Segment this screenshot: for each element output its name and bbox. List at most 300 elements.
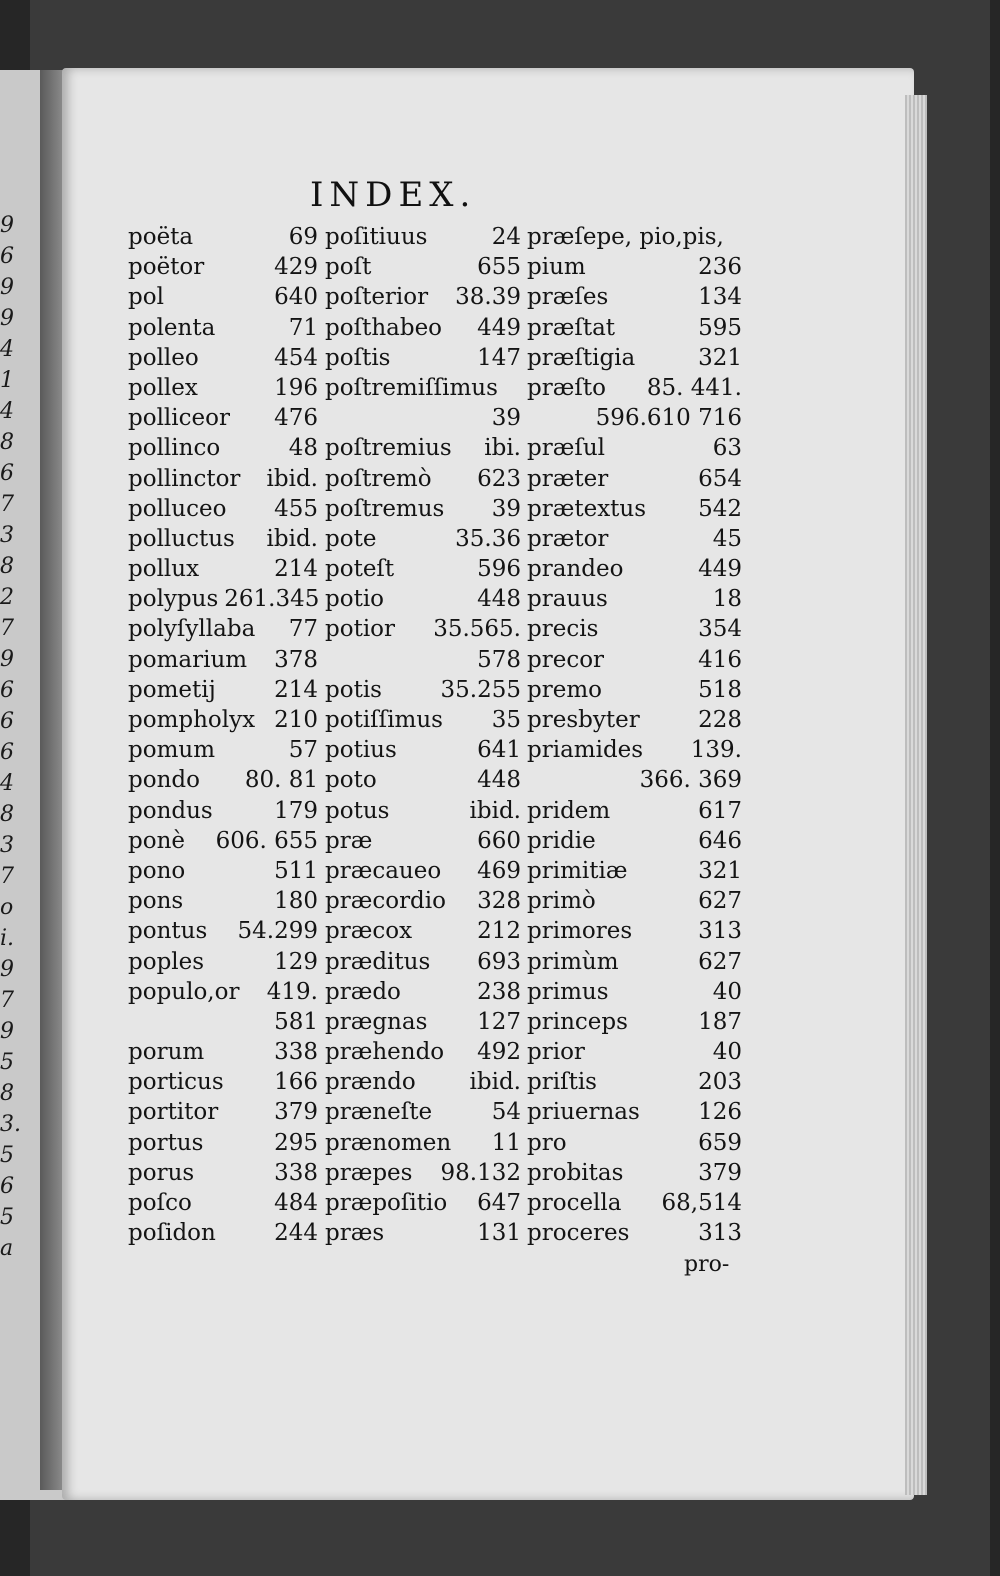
index-entry bbox=[325, 373, 521, 403]
entry-word: pridie bbox=[527, 827, 596, 854]
index-entry bbox=[527, 222, 742, 252]
index-entry bbox=[527, 494, 742, 524]
entry-page-ref: 147 bbox=[477, 344, 521, 371]
entry-page-ref: 77 bbox=[288, 616, 318, 643]
entry-page-ref: 660 bbox=[477, 827, 521, 854]
index-entry bbox=[527, 826, 742, 856]
left-edge-fragment: 8 bbox=[0, 1081, 14, 1106]
index-entry bbox=[325, 614, 521, 644]
entry-word: pium bbox=[527, 254, 586, 281]
index-entry bbox=[128, 313, 318, 343]
entry-word: poſthabeo bbox=[325, 314, 443, 341]
entry-page-ref: 448 bbox=[477, 586, 521, 613]
entry-page-ref: 54.299 bbox=[237, 918, 318, 945]
entry-page-ref: 542 bbox=[698, 495, 742, 522]
entry-word: pomum bbox=[128, 737, 216, 764]
entry-page-ref: 57 bbox=[288, 737, 318, 764]
entry-page-ref: 131 bbox=[477, 1220, 521, 1247]
index-entry bbox=[325, 1037, 521, 1067]
index-entry bbox=[325, 584, 521, 614]
index-entry bbox=[527, 252, 742, 282]
index-entry bbox=[325, 524, 521, 554]
index-entry bbox=[527, 584, 742, 614]
index-entry bbox=[128, 645, 318, 675]
entry-word: præcox bbox=[325, 918, 413, 945]
entry-page-ref: 595 bbox=[698, 314, 742, 341]
entry-word: potio bbox=[325, 586, 385, 613]
left-edge-fragment: 3. bbox=[0, 1112, 21, 1137]
left-edge-fragment: a bbox=[0, 1236, 14, 1261]
index-entry bbox=[527, 524, 742, 554]
entry-page-ref: 127 bbox=[477, 1008, 521, 1035]
left-edge-fragment: 7 bbox=[0, 492, 14, 517]
entry-page-ref: 321 bbox=[698, 344, 742, 371]
index-entry bbox=[128, 735, 318, 765]
catchword: pro- bbox=[684, 1252, 730, 1277]
entry-page-ref: 71 bbox=[288, 314, 318, 341]
index-entry bbox=[527, 916, 742, 946]
index-entry bbox=[325, 1218, 521, 1248]
entry-word: poſtremus bbox=[325, 495, 445, 522]
entry-page-ref: 187 bbox=[698, 1008, 742, 1035]
entry-page-ref: 313 bbox=[698, 918, 742, 945]
index-entry bbox=[325, 1158, 521, 1188]
entry-word: primùm bbox=[527, 948, 619, 975]
entry-word: prændo bbox=[325, 1069, 416, 1096]
index-entry bbox=[527, 433, 742, 463]
entry-word: probitas bbox=[527, 1159, 624, 1186]
entry-page-ref: 366. 369 bbox=[639, 767, 742, 794]
index-entry bbox=[325, 1007, 521, 1037]
left-edge-fragment: 9 bbox=[0, 1019, 14, 1044]
entry-page-ref: 35.36 bbox=[455, 525, 521, 552]
entry-page-ref: 640 bbox=[274, 284, 318, 311]
entry-word: poſidon bbox=[128, 1220, 216, 1247]
entry-page-ref: 448 bbox=[477, 767, 521, 794]
entry-page-ref: 596 bbox=[477, 556, 521, 583]
index-entry bbox=[128, 856, 318, 886]
entry-word: pollinco bbox=[128, 435, 221, 462]
index-entry bbox=[128, 675, 318, 705]
entry-word: prætextus bbox=[527, 495, 647, 522]
index-entry bbox=[325, 705, 521, 735]
entry-page-ref: 379 bbox=[698, 1159, 742, 1186]
entry-page-ref: ibid. bbox=[266, 525, 318, 552]
entry-page-ref: 641 bbox=[477, 737, 521, 764]
index-entry bbox=[128, 916, 318, 946]
entry-word: portus bbox=[128, 1129, 204, 1156]
index-column-3 bbox=[527, 222, 742, 1248]
entry-page-ref: 69 bbox=[288, 224, 318, 250]
entry-word: præſto bbox=[527, 374, 606, 401]
entry-page-ref: 659 bbox=[698, 1129, 742, 1156]
entry-word: pote bbox=[325, 525, 377, 552]
entry-page-ref: 196 bbox=[274, 374, 318, 401]
entry-page-ref: 338 bbox=[274, 1039, 318, 1066]
entry-page-ref: 35 bbox=[491, 707, 521, 733]
entry-word: primores bbox=[527, 918, 633, 945]
entry-word: potis bbox=[325, 676, 382, 703]
index-entry bbox=[527, 856, 742, 886]
index-entry bbox=[128, 494, 318, 524]
left-edge-fragment: 8 bbox=[0, 430, 14, 455]
entry-page-ref: 24 bbox=[491, 224, 521, 250]
index-entry bbox=[325, 856, 521, 886]
index-entry bbox=[325, 252, 521, 282]
index-entry bbox=[325, 675, 521, 705]
entry-word: prætor bbox=[527, 525, 609, 552]
index-entry bbox=[325, 554, 521, 584]
entry-word: pons bbox=[128, 888, 184, 915]
index-entry bbox=[527, 1067, 742, 1097]
entry-page-ref: 354 bbox=[698, 616, 742, 643]
entry-page-ref: 654 bbox=[698, 465, 742, 492]
index-entry bbox=[527, 403, 742, 433]
index-entry bbox=[527, 1158, 742, 1188]
index-entry bbox=[325, 403, 521, 433]
index-entry bbox=[325, 1067, 521, 1097]
left-edge-fragment: 9 bbox=[0, 306, 14, 331]
entry-word: poëtor bbox=[128, 254, 205, 281]
index-entry bbox=[527, 1097, 742, 1127]
entry-word: præcordio bbox=[325, 888, 446, 915]
entry-word: prædo bbox=[325, 978, 401, 1005]
index-entry bbox=[128, 1007, 318, 1037]
entry-word: princeps bbox=[527, 1008, 628, 1035]
entry-word: præditus bbox=[325, 948, 431, 975]
entry-word: pollex bbox=[128, 374, 198, 401]
entry-word: polluctus bbox=[128, 525, 235, 552]
entry-page-ref: 419. bbox=[266, 978, 318, 1005]
index-entry bbox=[128, 403, 318, 433]
index-entry bbox=[325, 765, 521, 795]
left-edge-fragment: 7 bbox=[0, 864, 14, 889]
left-edge-fragment: 4 bbox=[0, 771, 14, 796]
index-entry bbox=[128, 1158, 318, 1188]
entry-page-ref: 655 bbox=[477, 254, 521, 281]
entry-page-ref: 623 bbox=[477, 465, 521, 492]
entry-page-ref: 379 bbox=[274, 1099, 318, 1126]
left-edge-fragment: o bbox=[0, 895, 14, 920]
index-entry bbox=[325, 494, 521, 524]
index-entry bbox=[527, 705, 742, 735]
entry-page-ref: 578 bbox=[477, 646, 521, 673]
entry-page-ref: 40 bbox=[712, 1039, 742, 1066]
entry-word: præ bbox=[325, 827, 373, 854]
entry-page-ref: 129 bbox=[274, 948, 318, 975]
entry-page-ref: 295 bbox=[274, 1129, 318, 1156]
entry-page-ref: 134 bbox=[698, 284, 742, 311]
entry-page-ref: 449 bbox=[698, 556, 742, 583]
entry-page-ref: 35.255 bbox=[440, 676, 521, 703]
index-entry bbox=[325, 977, 521, 1007]
entry-word: pono bbox=[128, 857, 186, 884]
entry-page-ref: 646 bbox=[698, 827, 742, 854]
entry-word: poſtremius bbox=[325, 435, 452, 462]
index-entry bbox=[527, 947, 742, 977]
index-entry bbox=[527, 373, 742, 403]
entry-word: pompholyx bbox=[128, 707, 256, 733]
index-entry bbox=[325, 886, 521, 916]
entry-word: pro bbox=[527, 1129, 567, 1156]
index-entry bbox=[128, 433, 318, 463]
index-entry bbox=[527, 1007, 742, 1037]
index-entry bbox=[527, 645, 742, 675]
left-edge-fragment: 5 bbox=[0, 1050, 14, 1075]
entry-word: ponè bbox=[128, 827, 185, 854]
left-edge-fragment: 9 bbox=[0, 957, 14, 982]
entry-word: prandeo bbox=[527, 556, 624, 583]
entry-word: potius bbox=[325, 737, 397, 764]
entry-word: priſtis bbox=[527, 1069, 597, 1096]
left-edge-fragment: 6 bbox=[0, 1174, 14, 1199]
entry-page-ref: ibid. bbox=[266, 465, 318, 492]
entry-page-ref: 54 bbox=[491, 1099, 521, 1126]
entry-word: polleo bbox=[128, 344, 199, 371]
entry-word: porus bbox=[128, 1159, 195, 1186]
entry-word: præſepe, pio,pis, bbox=[527, 224, 724, 250]
index-entry bbox=[128, 1097, 318, 1127]
entry-word: primò bbox=[527, 888, 596, 915]
entry-word: præſes bbox=[527, 284, 609, 311]
entry-page-ref: 98.132 bbox=[440, 1159, 521, 1186]
entry-page-ref: 476 bbox=[274, 405, 318, 432]
index-entry bbox=[128, 373, 318, 403]
entry-page-ref: 228 bbox=[698, 707, 742, 733]
index-entry bbox=[527, 313, 742, 343]
index-entry bbox=[325, 433, 521, 463]
entry-page-ref: 45 bbox=[712, 525, 742, 552]
entry-word: primitiæ bbox=[527, 857, 628, 884]
entry-word: præhendo bbox=[325, 1039, 445, 1066]
left-edge-fragment: i. bbox=[0, 926, 15, 951]
left-edge-fragment: 5 bbox=[0, 1205, 14, 1230]
index-entry bbox=[128, 252, 318, 282]
entry-word: prior bbox=[527, 1039, 585, 1066]
index-entry bbox=[128, 584, 318, 614]
left-edge-fragment: 6 bbox=[0, 678, 14, 703]
page-title: INDEX. bbox=[310, 175, 477, 215]
index-entry bbox=[128, 826, 318, 856]
entry-page-ref: 238 bbox=[477, 978, 521, 1005]
entry-word: portitor bbox=[128, 1099, 219, 1126]
entry-page-ref: 313 bbox=[698, 1220, 742, 1247]
entry-word: præſtat bbox=[527, 314, 616, 341]
entry-page-ref: 511 bbox=[274, 857, 318, 884]
entry-word: prauus bbox=[527, 586, 608, 613]
entry-page-ref: 48 bbox=[288, 435, 318, 462]
index-entry bbox=[527, 464, 742, 494]
index-entry bbox=[325, 645, 521, 675]
entry-page-ref: 179 bbox=[274, 797, 318, 824]
entry-word: poples bbox=[128, 948, 205, 975]
entry-word: poſtis bbox=[325, 344, 391, 371]
entry-page-ref: 321 bbox=[698, 857, 742, 884]
entry-word: priamides bbox=[527, 737, 644, 764]
index-column-2 bbox=[325, 222, 521, 1248]
entry-page-ref: 627 bbox=[698, 888, 742, 915]
index-entry bbox=[128, 765, 318, 795]
left-edge-fragment: 5 bbox=[0, 1143, 14, 1168]
entry-page-ref: 80. 81 bbox=[244, 767, 318, 794]
entry-word: precis bbox=[527, 616, 599, 643]
index-entry bbox=[128, 1037, 318, 1067]
entry-page-ref: 693 bbox=[477, 948, 521, 975]
entry-word: poto bbox=[325, 767, 377, 794]
left-edge-fragment: 1 bbox=[0, 368, 14, 393]
entry-page-ref: 328 bbox=[477, 888, 521, 915]
entry-page-ref: 261.345 bbox=[224, 586, 320, 613]
entry-word: procella bbox=[527, 1190, 622, 1216]
entry-word: pondus bbox=[128, 797, 213, 824]
entry-page-ref: 35.565. bbox=[433, 616, 521, 643]
entry-word: primus bbox=[527, 978, 609, 1005]
entry-page-ref: 454 bbox=[274, 344, 318, 371]
index-entry bbox=[325, 1097, 521, 1127]
index-entry bbox=[527, 1218, 742, 1248]
index-entry bbox=[527, 765, 742, 795]
left-edge-fragment: 3 bbox=[0, 523, 14, 548]
index-entry bbox=[128, 886, 318, 916]
entry-word: porum bbox=[128, 1039, 205, 1066]
index-entry bbox=[128, 1067, 318, 1097]
entry-page-ref: 139. bbox=[690, 737, 742, 764]
entry-word: poteſt bbox=[325, 556, 395, 583]
entry-word: præſul bbox=[527, 435, 606, 462]
entry-page-ref: 203 bbox=[698, 1069, 742, 1096]
entry-page-ref: ibid. bbox=[469, 1069, 521, 1096]
left-edge-fragment: 9 bbox=[0, 275, 14, 300]
entry-page-ref: 39 bbox=[491, 405, 521, 432]
left-edge-fragment: 9 bbox=[0, 213, 14, 238]
entry-word: poëta bbox=[128, 224, 194, 250]
entry-page-ref: 236 bbox=[698, 254, 742, 281]
entry-page-ref: 39 bbox=[491, 495, 521, 522]
index-entry bbox=[527, 977, 742, 1007]
entry-page-ref: 212 bbox=[477, 918, 521, 945]
index-entry bbox=[527, 735, 742, 765]
entry-word: populo,or bbox=[128, 978, 240, 1005]
entry-page-ref: 210 bbox=[274, 707, 318, 733]
index-entry bbox=[128, 705, 318, 735]
index-entry bbox=[527, 554, 742, 584]
index-entry bbox=[527, 614, 742, 644]
index-entry bbox=[527, 675, 742, 705]
entry-page-ref: 429 bbox=[274, 254, 318, 281]
entry-word: pollux bbox=[128, 556, 200, 583]
entry-page-ref: 338 bbox=[274, 1159, 318, 1186]
index-entry bbox=[325, 735, 521, 765]
index-entry bbox=[128, 222, 318, 252]
entry-page-ref: 68,514 bbox=[661, 1190, 742, 1216]
entry-page-ref: 180 bbox=[274, 888, 318, 915]
entry-word: potus bbox=[325, 797, 390, 824]
entry-page-ref: ibid. bbox=[469, 797, 521, 824]
entry-word: polliceor bbox=[128, 405, 230, 432]
entry-page-ref: 63 bbox=[712, 435, 742, 462]
left-edge-fragment: 7 bbox=[0, 616, 14, 641]
entry-word: præneſte bbox=[325, 1099, 433, 1126]
index-entry bbox=[128, 343, 318, 373]
left-edge-fragment: 4 bbox=[0, 399, 14, 424]
entry-page-ref: 492 bbox=[477, 1039, 521, 1066]
entry-page-ref: 581 bbox=[274, 1008, 318, 1035]
entry-page-ref: 455 bbox=[274, 495, 318, 522]
index-entry bbox=[325, 826, 521, 856]
entry-word: polyſyllaba bbox=[128, 616, 256, 643]
index-entry bbox=[128, 614, 318, 644]
index-entry bbox=[128, 1218, 318, 1248]
index-entry bbox=[325, 1128, 521, 1158]
entry-page-ref: 18 bbox=[712, 586, 742, 613]
entry-word: prænomen bbox=[325, 1129, 452, 1156]
left-edge-fragment: 8 bbox=[0, 802, 14, 827]
entry-word: pomarium bbox=[128, 646, 248, 673]
index-entry bbox=[128, 282, 318, 312]
entry-word: præcaueo bbox=[325, 857, 442, 884]
entry-page-ref: 627 bbox=[698, 948, 742, 975]
index-entry bbox=[325, 222, 521, 252]
left-page-fragments bbox=[0, 210, 40, 1264]
index-entry bbox=[325, 343, 521, 373]
entry-word: poſterior bbox=[325, 284, 429, 311]
left-edge-fragment: 8 bbox=[0, 554, 14, 579]
entry-word: potior bbox=[325, 616, 396, 643]
index-entry bbox=[128, 1188, 318, 1218]
entry-word: pollinctor bbox=[128, 465, 241, 492]
index-entry bbox=[527, 1037, 742, 1067]
left-edge-fragment: 3 bbox=[0, 833, 14, 858]
entry-word: presbyter bbox=[527, 707, 640, 733]
entry-page-ref: ibi. bbox=[484, 435, 521, 462]
entry-word: poſt bbox=[325, 254, 372, 281]
entry-word: præter bbox=[527, 465, 609, 492]
index-entry bbox=[128, 796, 318, 826]
left-edge-fragment: 6 bbox=[0, 244, 14, 269]
entry-page-ref: 38.39 bbox=[455, 284, 521, 311]
entry-word: pometij bbox=[128, 676, 216, 703]
index-entry bbox=[527, 796, 742, 826]
index-entry bbox=[325, 947, 521, 977]
entry-page-ref: 126 bbox=[698, 1099, 742, 1126]
entry-page-ref: 378 bbox=[274, 646, 318, 673]
entry-page-ref: 647 bbox=[477, 1190, 521, 1216]
entry-page-ref: 416 bbox=[698, 646, 742, 673]
entry-word: polenta bbox=[128, 314, 216, 341]
index-entry bbox=[128, 464, 318, 494]
entry-word: pol bbox=[128, 284, 164, 311]
index-entry bbox=[325, 796, 521, 826]
entry-word: præpoſitio bbox=[325, 1190, 448, 1216]
index-entry bbox=[128, 977, 318, 1007]
page-edges bbox=[905, 95, 927, 1495]
entry-page-ref: 40 bbox=[712, 978, 742, 1005]
entry-page-ref: 85. 441. bbox=[646, 374, 742, 401]
index-entry bbox=[128, 554, 318, 584]
entry-page-ref: 11 bbox=[491, 1129, 521, 1156]
index-entry bbox=[325, 313, 521, 343]
index-entry bbox=[527, 1128, 742, 1158]
left-edge-fragment: 4 bbox=[0, 337, 14, 362]
entry-word: proceres bbox=[527, 1220, 630, 1247]
entry-word: potiſſimus bbox=[325, 707, 443, 733]
index-entry bbox=[325, 282, 521, 312]
index-entry bbox=[128, 1128, 318, 1158]
entry-word: præpes bbox=[325, 1159, 413, 1186]
index-entry bbox=[527, 343, 742, 373]
entry-word: præſtigia bbox=[527, 344, 636, 371]
index-entry bbox=[325, 916, 521, 946]
